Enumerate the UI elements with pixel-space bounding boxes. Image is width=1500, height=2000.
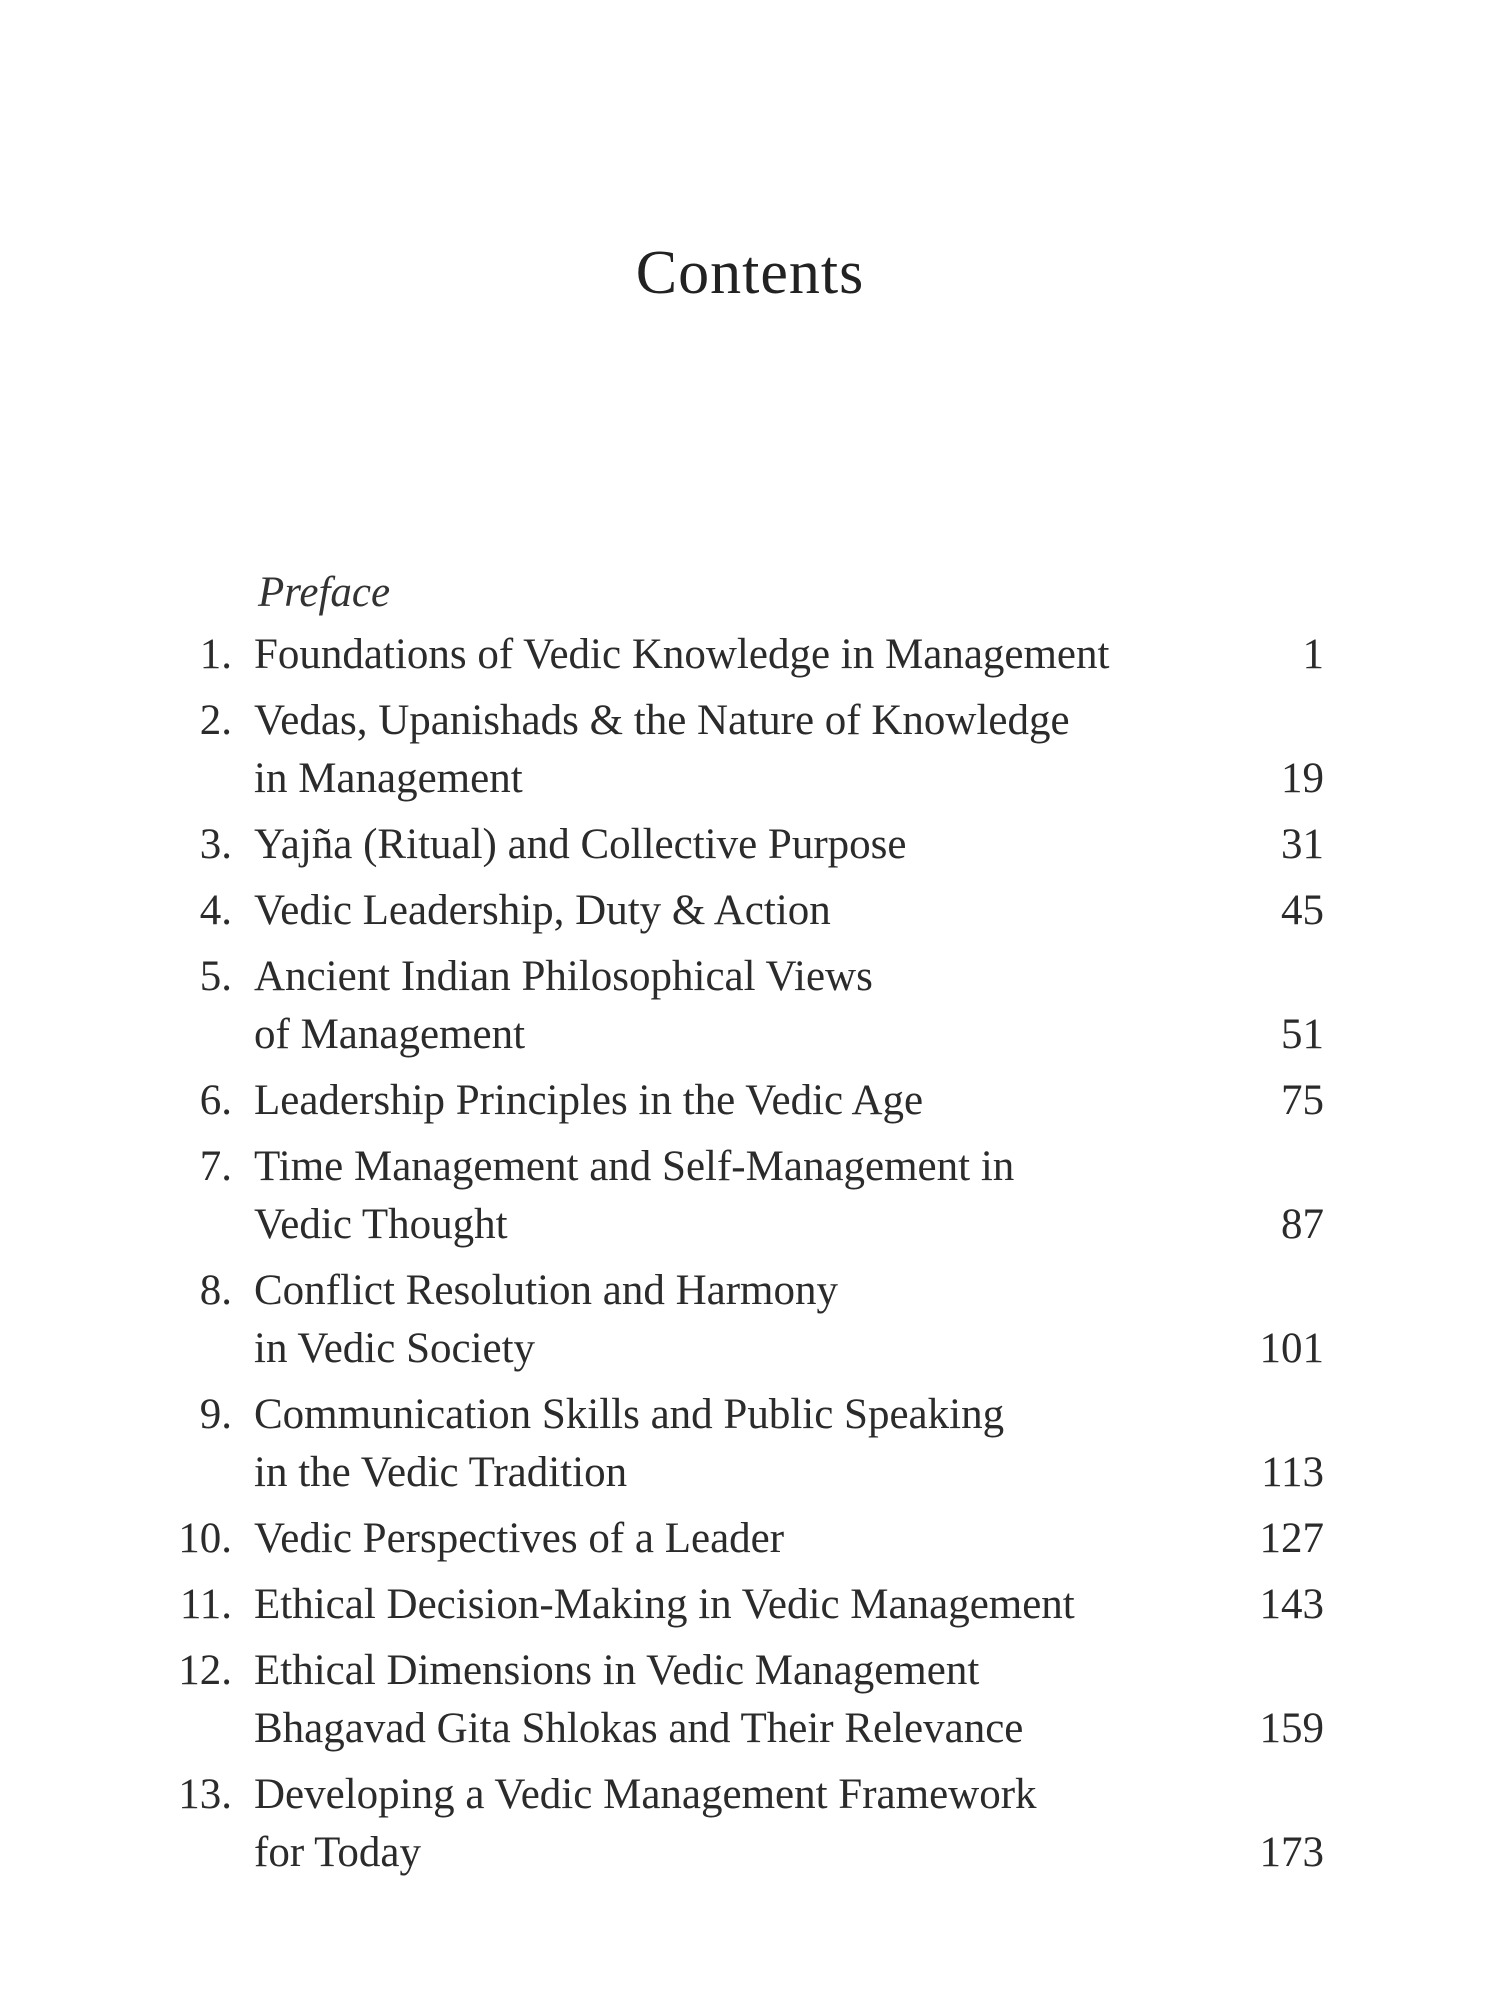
- toc-entry-title-line: of Management: [254, 1011, 526, 1058]
- toc-entry-title-line: in Vedic Society: [254, 1325, 536, 1372]
- page-title: Contents: [635, 239, 865, 307]
- toc-preface: Preface: [258, 569, 391, 616]
- toc-entry-title-line: in the Vedic Tradition: [254, 1449, 628, 1496]
- toc-entry-page-number: 101: [1259, 1325, 1324, 1372]
- toc-entry-page-number: 173: [1259, 1829, 1324, 1876]
- toc-entry-number: 9.: [199, 1391, 232, 1438]
- toc-entry: [0, 630, 1500, 680]
- toc-entry-page-number: 1: [1302, 631, 1324, 678]
- toc-entry-number: 10.: [178, 1515, 232, 1562]
- toc-entry: [0, 1076, 1500, 1126]
- toc-entry-title-line: Ancient Indian Philosophical Views: [254, 953, 873, 1000]
- toc-entry-number: 11.: [179, 1581, 232, 1628]
- toc-entry-title-line: Vedic Leadership, Duty & Action: [254, 887, 831, 934]
- toc-entry: [0, 1142, 1500, 1250]
- toc-entry-page-number: 51: [1281, 1011, 1324, 1058]
- toc-entry-title-line: Yajña (Ritual) and Collective Purpose: [254, 821, 907, 868]
- toc-entry-page-number: 113: [1261, 1449, 1324, 1496]
- toc-entry: [0, 820, 1500, 870]
- toc-entry-title-line: Vedic Thought: [254, 1201, 508, 1248]
- toc-entry: [0, 1266, 1500, 1374]
- toc-entry: [0, 1580, 1500, 1630]
- toc-entry-number: 2.: [199, 697, 232, 744]
- toc-entry-title-line: Foundations of Vedic Knowledge in Management: [254, 631, 1110, 678]
- toc-entry: [0, 1646, 1500, 1754]
- toc-entry-page-number: 31: [1281, 821, 1324, 868]
- toc-entry: [0, 1390, 1500, 1498]
- toc-entry-page-number: 127: [1259, 1515, 1324, 1562]
- toc-entry: [0, 696, 1500, 804]
- toc-entry-title-line: for Today: [254, 1829, 421, 1876]
- toc-entry-number: 13.: [178, 1771, 232, 1818]
- toc-entry-title-line: Vedas, Upanishads & the Nature of Knowledge: [254, 697, 1070, 744]
- toc-entry-number: 1.: [199, 631, 232, 678]
- toc-entry-number: 3.: [199, 821, 232, 868]
- toc-entry-title-line: Vedic Perspectives of a Leader: [254, 1515, 785, 1562]
- toc-entry-number: 12.: [178, 1647, 232, 1694]
- toc-entry-title-line: Leadership Principles in the Vedic Age: [254, 1077, 924, 1124]
- toc-entry-title-line: Ethical Dimensions in Vedic Management: [254, 1647, 980, 1694]
- toc-entry-title-line: Developing a Vedic Management Framework: [254, 1771, 1037, 1818]
- toc-entry-title-line: Ethical Decision-Making in Vedic Management: [254, 1581, 1075, 1628]
- toc-entry-title-line: Time Management and Self-Management in: [254, 1143, 1015, 1190]
- toc-entry: [0, 886, 1500, 936]
- toc-entry-page-number: 45: [1281, 887, 1324, 934]
- toc-entry: [0, 1770, 1500, 1878]
- toc-entry-title-line: Bhagavad Gita Shlokas and Their Relevance: [254, 1705, 1024, 1752]
- toc-entry-number: 5.: [199, 953, 232, 1000]
- toc-entry-number: 8.: [199, 1267, 232, 1314]
- toc-entry-number: 6.: [199, 1077, 232, 1124]
- toc-entry-page-number: 75: [1281, 1077, 1324, 1124]
- toc-entry-page-number: 143: [1259, 1581, 1324, 1628]
- toc-entry-page-number: 19: [1281, 755, 1324, 802]
- toc-entry-title-line: Communication Skills and Public Speaking: [254, 1391, 1005, 1438]
- toc-entry-number: 7.: [199, 1143, 232, 1190]
- toc-entry-title-line: Conflict Resolution and Harmony: [254, 1267, 839, 1314]
- toc-entry: [0, 1514, 1500, 1564]
- toc-entry-title-line: in Management: [254, 755, 523, 802]
- toc-entry-number: 4.: [199, 887, 232, 934]
- toc-entry-page-number: 87: [1281, 1201, 1324, 1248]
- toc-entry: [0, 952, 1500, 1060]
- toc-entry-page-number: 159: [1259, 1705, 1324, 1752]
